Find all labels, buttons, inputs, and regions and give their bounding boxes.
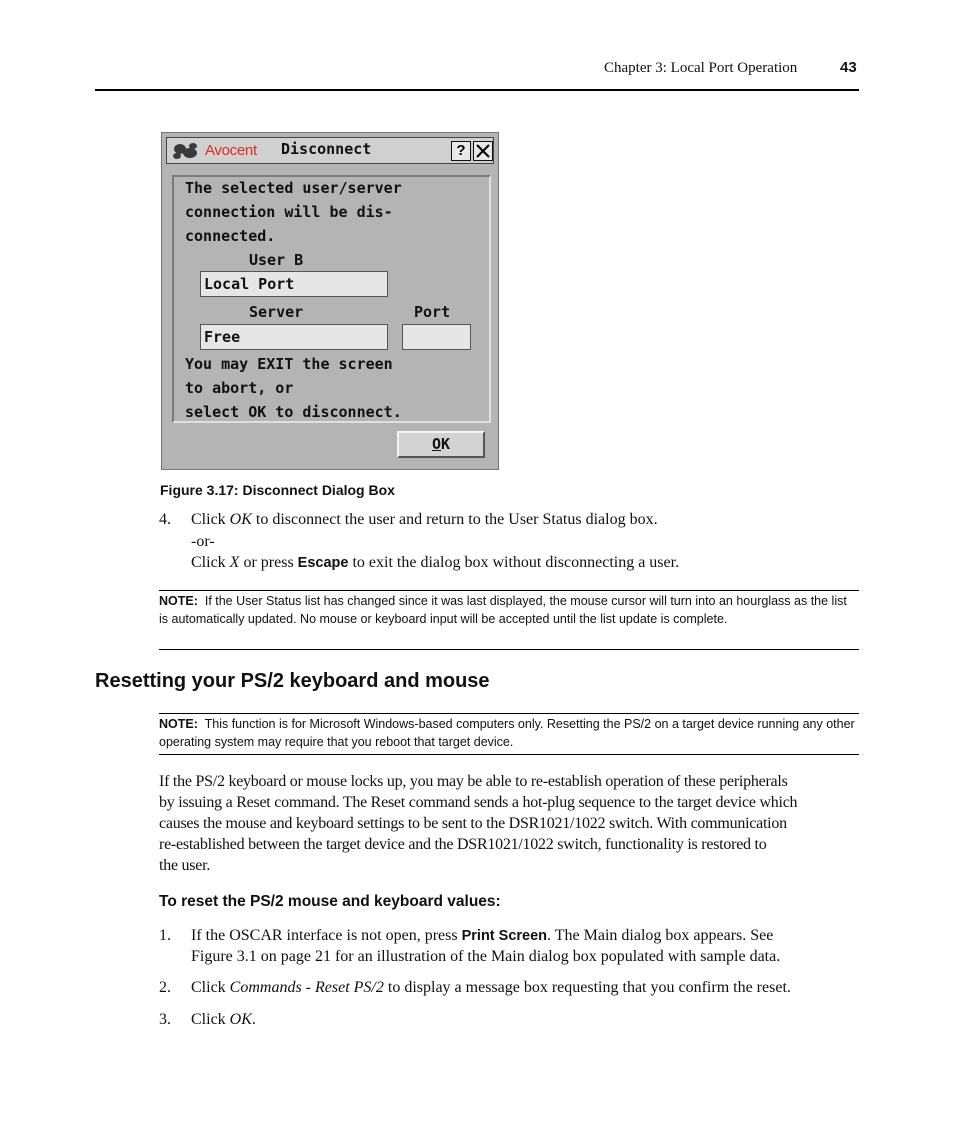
close-button[interactable] <box>473 141 493 161</box>
port-field <box>402 324 471 350</box>
message-line-2: connection will be dis- <box>185 203 393 221</box>
server-field: Free <box>200 324 388 350</box>
note-1: NOTE: If the User Status list has changed since it was last displayed, the mouse cursor will turn into an hourglass as the list is automatically updated. No mouse or keyboard input will be accepted until the list update is complete. <box>159 594 847 626</box>
user-field: Local Port <box>200 271 388 297</box>
step-3-number: 3. <box>159 1011 171 1028</box>
instruction-line-1: You may EXIT the screen <box>185 355 393 373</box>
header-rule <box>95 89 859 91</box>
dialog-titlebar <box>166 137 494 164</box>
procedure-heading: To reset the PS/2 mouse and keyboard values: <box>159 893 501 910</box>
step-3-text: Click OK. <box>191 1011 256 1028</box>
close-icon <box>474 142 492 160</box>
page-number: 43 <box>840 59 857 76</box>
step-1-number: 1. <box>159 927 171 944</box>
step-1-line-1: If the OSCAR interface is not open, press Print Screen. The Main dialog box appears. See <box>191 927 774 944</box>
section-heading: Resetting your PS/2 keyboard and mouse <box>95 670 490 692</box>
body-paragraph <box>159 771 859 876</box>
port-label: Port <box>414 303 451 321</box>
dialog-title: Disconnect <box>281 140 372 158</box>
help-button[interactable]: ? <box>451 141 471 161</box>
paragraph-line: causes the mouse and keyboard settings to be sent to the DSR1021/1022 switch. With communication <box>159 815 787 832</box>
figure-caption: Figure 3.17: Disconnect Dialog Box <box>160 482 395 498</box>
step-2-text: Click Commands - Reset PS/2 to display a message box requesting that you confirm the reset. <box>191 979 791 996</box>
note-1-bottom-rule <box>159 649 859 650</box>
disconnect-dialog <box>161 132 499 470</box>
step-4-number: 4. <box>159 511 171 528</box>
step-4-or: -or- <box>191 533 215 550</box>
step-4-line-1: Click OK to disconnect the user and return to the User Status dialog box. <box>191 511 658 528</box>
ok-button[interactable]: OK <box>397 431 485 458</box>
brand-name: Avocent <box>205 142 257 159</box>
note-2-top-rule <box>159 713 859 714</box>
paragraph-line: the user. <box>159 857 211 874</box>
instruction-line-3: select OK to disconnect. <box>185 403 402 421</box>
user-label: User B <box>249 251 304 269</box>
message-line-3: connected. <box>185 227 276 245</box>
note-2-bottom-rule <box>159 754 859 755</box>
paragraph-line: re-established between the target device and the DSR1021/1022 switch, functionality is restored to <box>159 836 767 853</box>
message-line-1: The selected user/server <box>185 179 402 197</box>
note-2: NOTE: This function is for Microsoft Windows-based computers only. Resetting the PS/2 on a target device running any other operating system may require that you reboot that target device. <box>159 717 855 749</box>
server-label: Server <box>249 303 304 321</box>
note-1-top-rule <box>159 590 859 591</box>
paragraph-line: by issuing a Reset command. The Reset command sends a hot-plug sequence to the target device which <box>159 794 798 811</box>
paragraph-line: If the PS/2 keyboard or mouse locks up, you may be able to re-establish operation of these peripherals <box>159 773 788 790</box>
step-4-line-2: Click X or press Escape to exit the dialog box without disconnecting a user. <box>191 554 680 571</box>
step-1-line-2: Figure 3.1 on page 21 for an illustration of the Main dialog box populated with sample data. <box>191 948 781 965</box>
avocent-logo-icon <box>171 141 199 161</box>
dialog-content-panel <box>172 175 491 423</box>
step-2-number: 2. <box>159 979 171 996</box>
chapter-header: Chapter 3: Local Port Operation <box>604 60 798 76</box>
instruction-line-2: to abort, or <box>185 379 294 397</box>
